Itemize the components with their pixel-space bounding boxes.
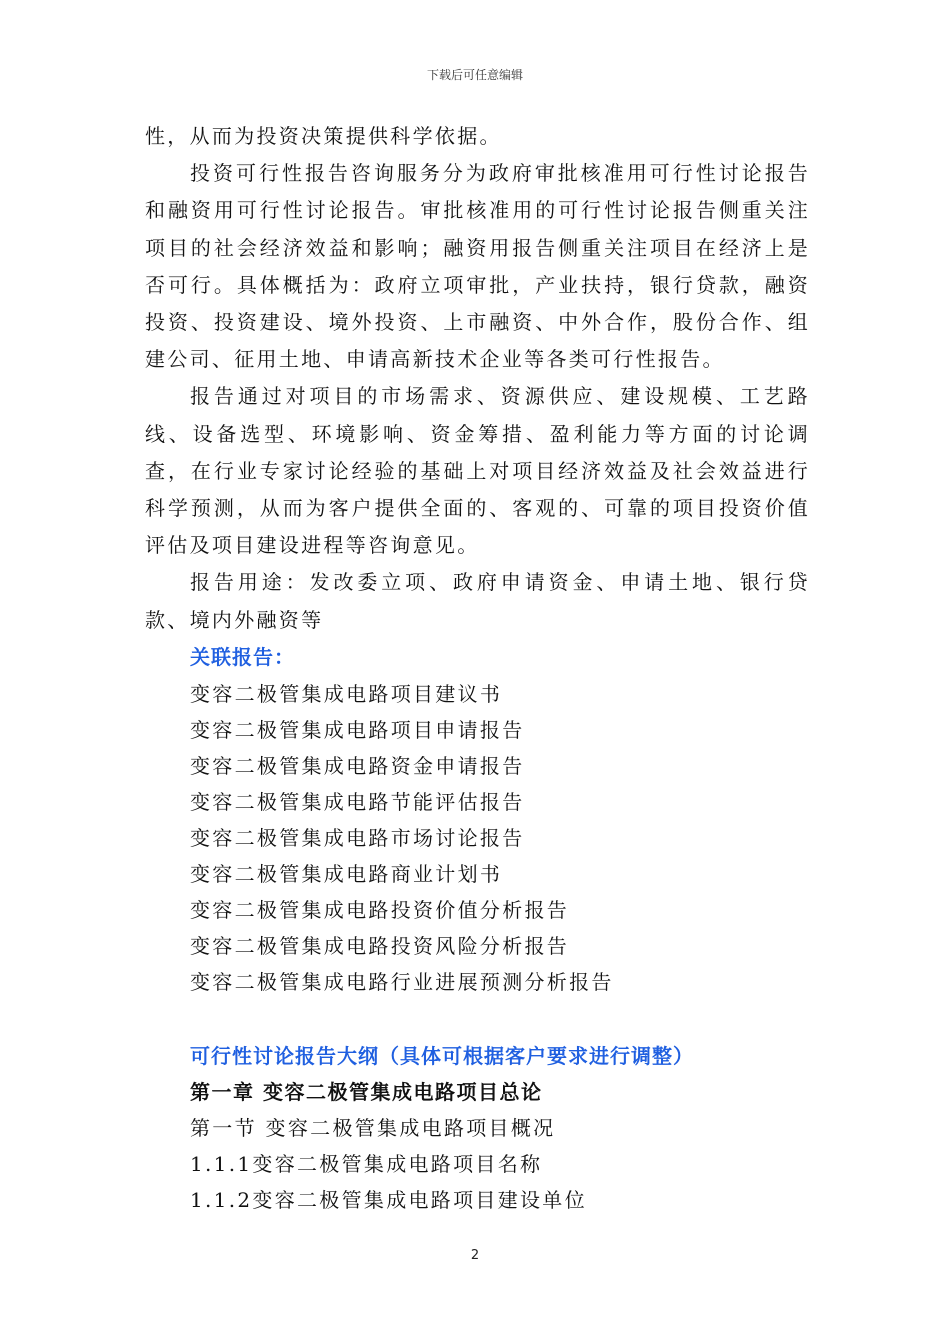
page-number: 2	[470, 1248, 480, 1263]
related-report-item: 变容二极管集成电路节能评估报告	[190, 790, 525, 815]
related-reports-heading: 关联报告：	[190, 644, 295, 669]
related-reports-list	[145, 676, 810, 1000]
page-header: 下载后可任意编辑	[426, 68, 523, 82]
related-report-item: 变容二极管集成电路项目建议书	[190, 682, 503, 707]
paragraph-2: 投资可行性报告咨询服务分为政府审批核准用可行性讨论报告和融资用可行性讨论报告。审批核准用的可行性讨论报告侧重关注项目的社会经济效益和影响；融资用报告侧重关注项目在经济上是否可行。具体概括为：政府立项审批，产业扶持，银行贷款，融资投资、投资建设、境外投资、上市融资、中外合作，股份合作、组建公司、征用土地、申请高新技术企业等各类可行性报告。	[145, 161, 810, 372]
paragraph-1: 性，从而为投资决策提供科学依据。	[145, 124, 502, 148]
outline-item: 1.1.1变容二极管集成电路项目名称	[190, 1152, 543, 1177]
outline-item: 1.1.2变容二极管集成电路项目建设单位	[190, 1188, 587, 1213]
related-report-item: 变容二极管集成电路投资风险分析报告	[190, 934, 570, 959]
related-report-item: 变容二极管集成电路商业计划书	[190, 862, 503, 887]
related-report-item: 变容二极管集成电路资金申请报告	[190, 754, 525, 779]
related-report-item: 变容二极管集成电路行业进展预测分析报告	[190, 970, 614, 995]
chapter-heading: 第一章 变容二极管集成电路项目总论	[190, 1080, 543, 1105]
section-heading: 第一节 变容二极管集成电路项目概况	[190, 1116, 556, 1141]
related-report-item: 变容二极管集成电路投资价值分析报告	[190, 898, 570, 923]
related-report-item: 变容二极管集成电路市场讨论报告	[190, 826, 525, 851]
paragraph-4: 报告用途：发改委立项、政府申请资金、申请土地、银行贷款、境内外融资等	[145, 570, 810, 632]
related-report-item: 变容二极管集成电路项目申请报告	[190, 718, 525, 743]
paragraph-3: 报告通过对项目的市场需求、资源供应、建设规模、工艺路线、设备选型、环境影响、资金筹措、盈利能力等方面的讨论调查，在行业专家讨论经验的基础上对项目经济效益及社会效益进行科学预测，从而为客户提供全面的、客观的、可靠的项目投资价值评估及项目建设进程等咨询意见。	[145, 384, 810, 558]
outline-title: 可行性讨论报告大纲（具体可根据客户要求进行调整）	[190, 1044, 694, 1069]
document-body	[145, 118, 810, 1218]
